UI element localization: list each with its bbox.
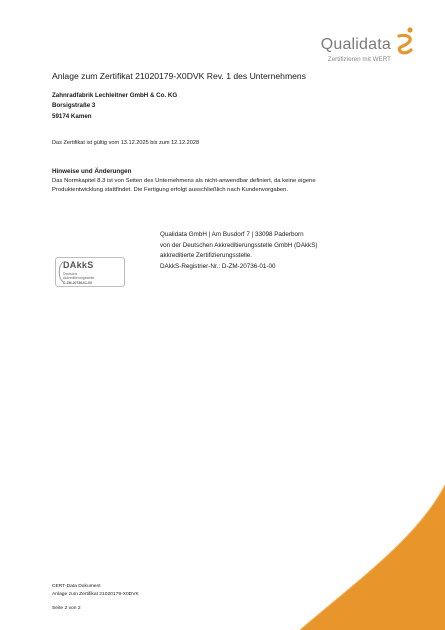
dakks-seal-line-3: D-ZM-20736-01-00 <box>63 281 92 285</box>
footer-line-1: CERT-Data Dokument <box>52 584 101 589</box>
hints-heading: Hinweise und Änderungen <box>52 168 132 175</box>
accreditation-line-4: DAkkS-Registrier-Nr.: D-ZM-20736-01-00 <box>160 262 276 270</box>
validity-statement: Das Zertifikat ist gültig vom 13.12.2025 bis zum 12.12.2028 <box>52 140 200 146</box>
company-street: Borsigstraße 3 <box>52 102 96 110</box>
logo-tagline: Zertifizieren mit WERT <box>327 56 391 63</box>
page-number: Seite 2 von 2 <box>52 606 81 611</box>
logo-wordmark: Qualidata <box>320 36 391 53</box>
accreditation-line-3: akkreditierte Zertifizierungsstelle. <box>160 252 253 259</box>
footer-line-2: Anlage zum Zertifikat 21020179-X0DVK <box>52 591 139 597</box>
dakks-seal-line-2: Akkreditierungsstelle <box>63 276 95 280</box>
qualidata-logo <box>307 24 417 68</box>
company-name: Zahnradfabrik Lechleitner GmbH & Co. KG <box>52 92 178 99</box>
company-address <box>52 91 177 122</box>
document-footer <box>52 583 139 613</box>
hints-body <box>52 177 402 196</box>
company-city: 59174 Kamen <box>52 112 92 120</box>
qualidata-mark-icon <box>393 26 417 56</box>
document-title: Anlage zum Zertifikat 21020179-X0DVK Rev. 1 des Unternehmens <box>52 71 306 81</box>
orange-swoosh-decoration <box>300 485 445 630</box>
hints-section <box>52 167 402 196</box>
dakks-seal-title: DAkkS <box>63 260 94 270</box>
hints-line-1: Das Normkapitel 8.3 ist von Seiten des Unternehmens als nicht-anwendbar definiert, da keine eigene <box>52 177 316 184</box>
accreditation-line-1: Qualidata GmbH | Am Busdorf 7 | 33098 Paderborn <box>160 231 304 238</box>
accreditation-block <box>160 230 318 272</box>
dakks-seal-line-1: Deutsche <box>63 272 78 276</box>
hints-line-2: Produktentwicklung stattfindet. Die Fertigung erfolgt ausschließlich nach Kundenvorgaben. <box>52 187 289 194</box>
accreditation-line-2: von der Deutschen Akkreditierungsstelle GmbH (DAkkS) <box>160 241 318 249</box>
dakks-seal <box>55 257 125 287</box>
